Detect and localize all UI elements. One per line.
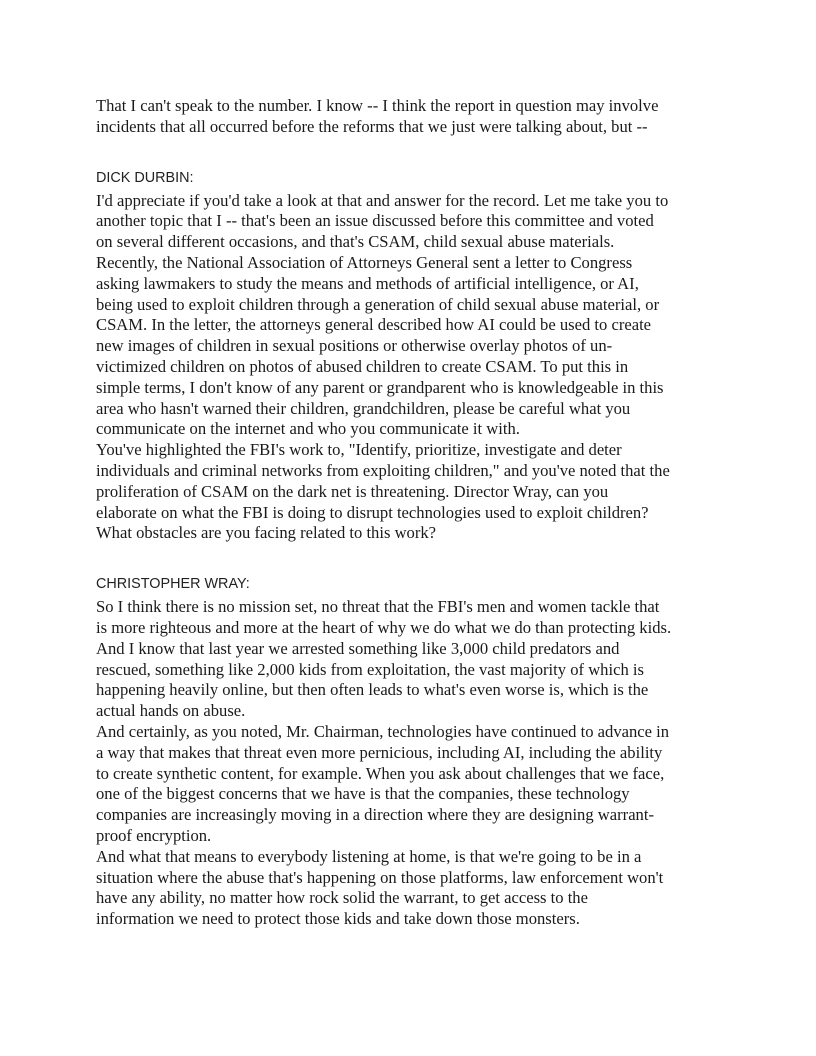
speaker-name: DICK DURBIN: <box>96 169 194 186</box>
transcript-paragraph: So I think there is no mission set, no threat that the FBI's men and women tackle that is more righteous and more at the heart of why we do what we do than protecting kids. And I know that last year we arrested something like 3,000 child predators and rescued, something like 2,000 kids from exploitation, the vast majority of which is happening heavily online, but then often leads to what's even worse is, which is the actual hands on abuse. <box>96 597 672 721</box>
transcript-paragraph: I'd appreciate if you'd take a look at that and answer for the record. Let me take you to another topic that I -- that's been an issue discussed before this committee and voted on several different occasions, and that's CSAM, child sexual abuse materials. Recently, the National Association of Attorneys General sent a letter to Congress asking lawmakers to study the means and methods of artificial intelligence, or AI, being used to exploit children through a generation of child sexual abuse material, or CSAM. In the letter, the attorneys general described how AI could be used to create new images of children in sexual positions or otherwise overlay photos of un- victimized children on photos of abused children to create CSAM. To put this in simple terms, I don't know of any parent or grandparent who is knowledgeable in this area who hasn't warned their children, grandchildren, please be careful what you communicate on the internet and who you communicate it with. <box>96 190 669 439</box>
transcript-paragraph: And certainly, as you noted, Mr. Chairman, technologies have continued to advance in a way that makes that threat even more pernicious, including AI, including the ability to create synthetic content, for example. When you ask about challenges that we face, one of the biggest concerns that we have is that the companies, these technology companies are increasingly moving in a direction where they are designing warrant- proof encryption. <box>96 721 670 845</box>
transcript-page <box>96 96 724 930</box>
transcript-paragraph: That I can't speak to the number. I know -- I think the report in question may involve incidents that all occurred before the reforms that we just were talking about, but -- <box>96 96 659 136</box>
transcript-paragraph: You've highlighted the FBI's work to, "Identify, prioritize, investigate and deter individuals and criminal networks from exploiting children," and you've noted that the proliferation of CSAM on the dark net is threatening. Director Wray, can you elaborate on what the FBI is doing to disrupt technologies used to exploit children? What obstacles are you facing related to this work? <box>96 440 670 543</box>
speaker-name: CHRISTOPHER WRAY: <box>96 576 250 593</box>
transcript-paragraph: And what that means to everybody listening at home, is that we're going to be in a situation where the abuse that's happening on those platforms, law enforcement won't have any ability, no matter how rock solid the warrant, to get access to the information we need to protect those kids and take down those monsters. <box>96 846 664 929</box>
